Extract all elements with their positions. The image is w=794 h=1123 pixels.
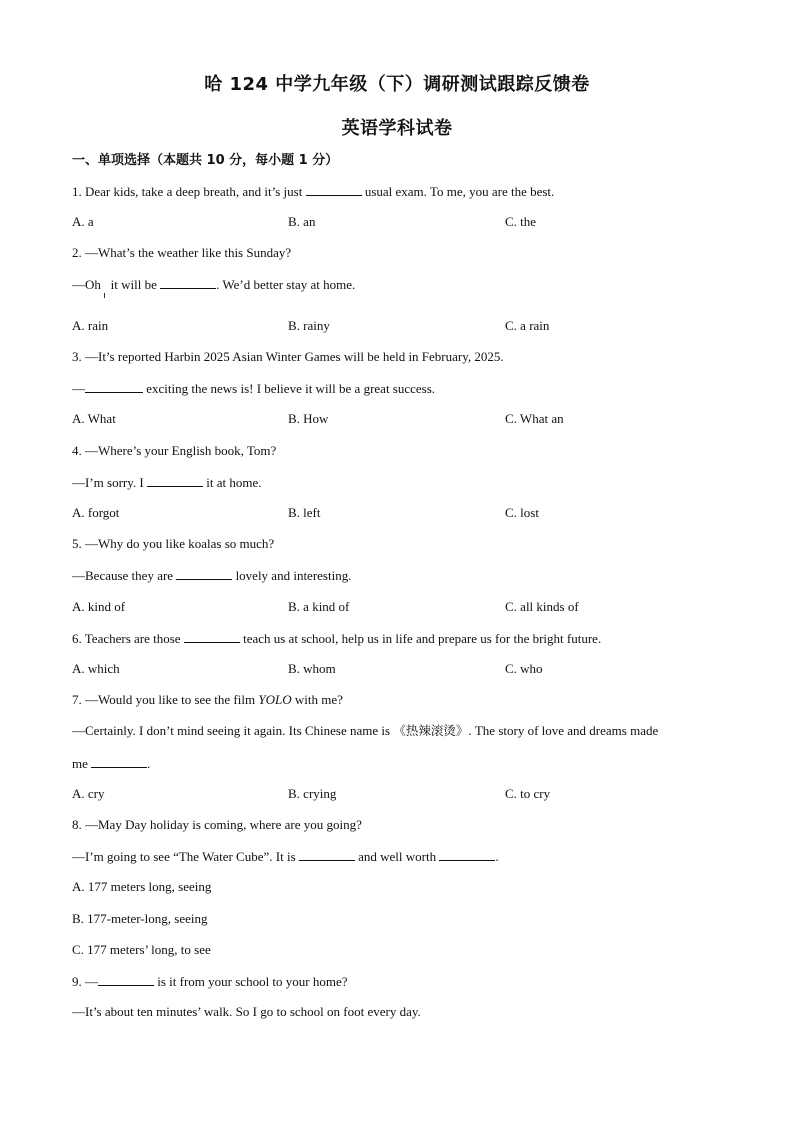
q8-option-c: C. 177 meters’ long, to see bbox=[72, 942, 211, 957]
page-subtitle: 英语学科试卷 bbox=[341, 118, 453, 139]
q3-option-a: A. What bbox=[72, 411, 116, 426]
film-title: YOLO bbox=[258, 692, 292, 707]
question-7-line-2: —Certainly. I don’t mind seeing it again. Its Chinese name is 《热辣滚烫》. The story of love and dreams made bbox=[72, 723, 659, 738]
q2-option-c: C. a rain bbox=[505, 318, 550, 333]
q7-option-a: A. cry bbox=[72, 786, 105, 801]
question-1-stem: 1. Dear kids, take a deep breath, and it’s just usual exam. To me, you are the best. bbox=[72, 184, 555, 199]
answer-blank bbox=[85, 380, 143, 393]
answer-blank bbox=[439, 848, 495, 861]
q2-option-a: A. rain bbox=[72, 318, 109, 333]
q8-option-b: B. 177-meter-long, seeing bbox=[72, 911, 208, 926]
question-2-line-1: 2. —What’s the weather like this Sunday? bbox=[72, 245, 292, 260]
q1-option-b: B. an bbox=[288, 214, 316, 229]
question-7-line-3: me . bbox=[72, 756, 151, 771]
answer-blank bbox=[184, 630, 240, 643]
q6-option-c: C. who bbox=[505, 661, 543, 676]
question-8-line-1: 8. —May Day holiday is coming, where are you going? bbox=[72, 817, 362, 832]
answer-blank bbox=[160, 276, 216, 289]
answer-blank bbox=[176, 567, 232, 580]
question-6-stem: 6. Teachers are those teach us at school, help us in life and prepare us for the bright future. bbox=[72, 631, 602, 646]
q5-option-b: B. a kind of bbox=[288, 599, 350, 614]
question-9-line-2: —It’s about ten minutes’ walk. So I go to school on foot every day. bbox=[72, 1004, 421, 1019]
q6-option-a: A. which bbox=[72, 661, 120, 676]
question-4-line-2: —I’m sorry. I it at home. bbox=[72, 475, 262, 490]
q5-option-a: A. kind of bbox=[72, 599, 126, 614]
q2-option-b: B. rainy bbox=[288, 318, 330, 333]
question-8-line-2: —I’m going to see “The Water Cube”. It is and well worth . bbox=[72, 849, 499, 864]
q4-option-a: A. forgot bbox=[72, 505, 120, 520]
q4-option-c: C. lost bbox=[505, 505, 539, 520]
answer-blank bbox=[147, 474, 203, 487]
q1-option-a: A. a bbox=[72, 214, 94, 229]
q8-option-a: A. 177 meters long, seeing bbox=[72, 879, 212, 894]
q3-option-b: B. How bbox=[288, 411, 329, 426]
q3-option-c: C. What an bbox=[505, 411, 564, 426]
q7-option-c: C. to cry bbox=[505, 786, 551, 801]
page-title: 哈 124 中学九年级（下）调研测试跟踪反馈卷 bbox=[204, 74, 590, 95]
question-5-line-1: 5. —Why do you like koalas so much? bbox=[72, 536, 275, 551]
question-9-line-1: 9. — is it from your school to your home? bbox=[72, 974, 348, 989]
q4-option-b: B. left bbox=[288, 505, 321, 520]
q6-option-b: B. whom bbox=[288, 661, 336, 676]
answer-blank bbox=[98, 973, 154, 986]
question-3-line-1: 3. —It’s reported Harbin 2025 Asian Winter Games will be held in February, 2025. bbox=[72, 349, 504, 364]
question-4-line-1: 4. —Where’s your English book, Tom? bbox=[72, 443, 277, 458]
question-7-line-1: 7. —Would you like to see the film YOLO with me? bbox=[72, 692, 343, 707]
question-3-line-2: — exciting the news is! I believe it will be a great success. bbox=[72, 381, 436, 396]
answer-blank bbox=[306, 183, 362, 196]
answer-blank bbox=[91, 755, 147, 768]
q5-option-c: C. all kinds of bbox=[505, 599, 579, 614]
q7-option-b: B. crying bbox=[288, 786, 337, 801]
section-heading: 一、单项选择（本题共 10 分，每小题 1 分） bbox=[72, 153, 339, 168]
question-5-line-2: —Because they are lovely and interesting. bbox=[72, 568, 352, 583]
comma-mark bbox=[104, 293, 105, 298]
q1-option-c: C. the bbox=[505, 214, 537, 229]
question-2-line-2: —Oh it will be . We’d better stay at home. bbox=[72, 277, 356, 292]
answer-blank bbox=[299, 848, 355, 861]
chinese-film-name: 《热辣滚烫》 bbox=[393, 723, 469, 738]
